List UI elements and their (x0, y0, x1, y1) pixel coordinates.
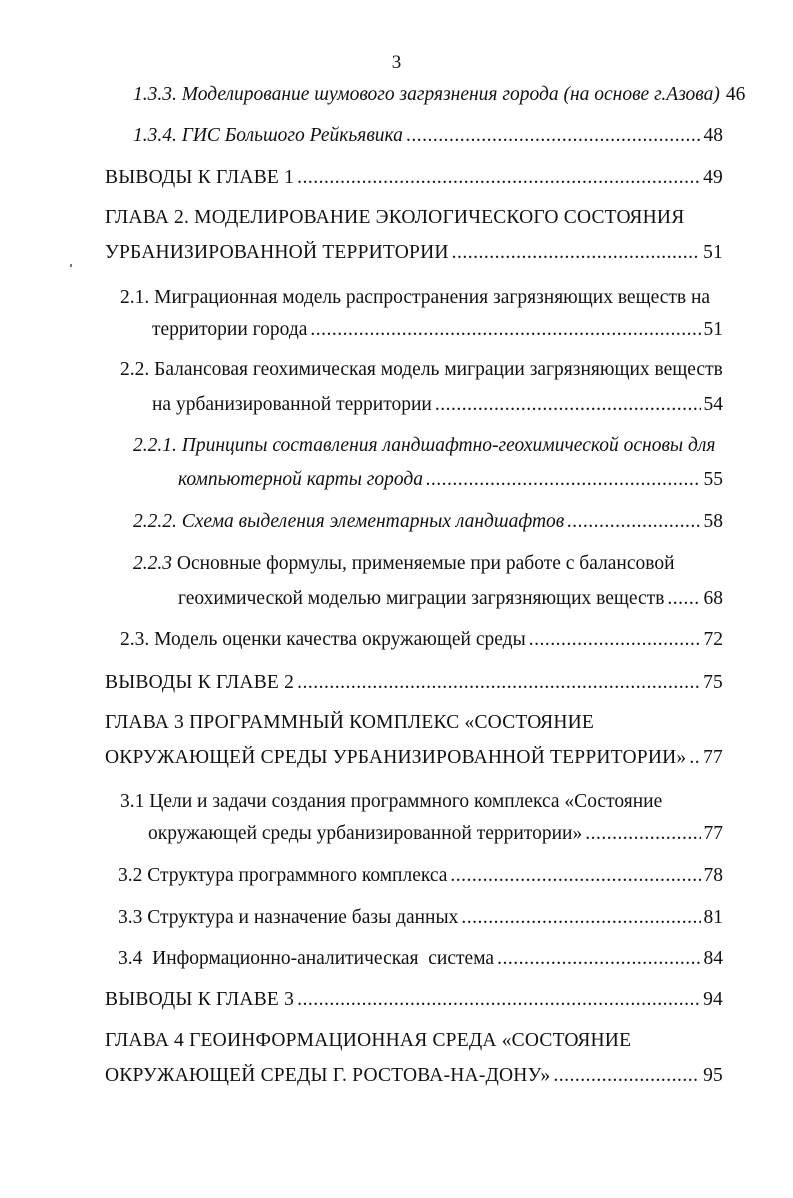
toc-chapter-3-line1: ГЛАВА 3 ПРОГРАММНЫЙ КОМПЛЕКС «СОСТОЯНИЕ (105, 712, 595, 733)
toc-entry-2-1 (152, 318, 723, 342)
toc-entry-title: 2.3. Модель оценки качества окружающей среды (120, 629, 526, 650)
toc-entry-page: 55 (703, 469, 723, 490)
toc-entry-title: Основные формулы, применяемые при работе с балансовой (176, 553, 675, 574)
toc-entry-page: 84 (703, 948, 723, 969)
toc-entry-3-1 (148, 822, 723, 846)
toc-entry-2-2-2 (133, 510, 723, 534)
toc-entry-title: 3.3 Структура и назначение базы данных (118, 907, 459, 928)
toc-entry-page: 78 (703, 865, 723, 886)
toc-entry-3-4 (118, 947, 723, 971)
toc-entry-title: 3.2 Структура программного комплекса (118, 865, 448, 886)
toc-entry-page: 68 (703, 588, 723, 609)
toc-entry-title: 3.4 Информационно-аналитическая система (118, 948, 495, 969)
toc-entry-2-2 (152, 393, 723, 417)
toc-entry-2-2-1 (178, 468, 723, 492)
toc-entry-2-1-line1: 2.1. Миграционная модель распространения загрязняющих веществ на (120, 287, 711, 308)
toc-entry-title: компьютерной карты города (178, 469, 423, 490)
toc-entry-3-2 (118, 864, 723, 888)
toc-leader-dots (497, 947, 700, 971)
toc-leader-dots (461, 906, 700, 930)
toc-leader-dots (297, 166, 700, 190)
toc-entry-number: 2.2.3 (133, 553, 172, 574)
toc-leader-dots (426, 468, 701, 492)
toc-entry-page: 72 (703, 629, 723, 650)
toc-entry-number: 1.3.3. (133, 84, 177, 105)
toc-entry-2-3 (120, 628, 723, 652)
toc-entry-number: 1.3.4. (133, 125, 177, 146)
toc-leader-dots (553, 1064, 700, 1088)
toc-entry-3-3 (118, 906, 723, 930)
page-number: 3 (391, 52, 402, 73)
toc-entry-2-2-3 (178, 587, 723, 611)
toc-entry-1-3-4 (133, 124, 723, 148)
toc-entry-title: ОКРУЖАЮЩЕЙ СРЕДЫ УРБАНИЗИРОВАННОЙ ТЕРРИТОРИИ» (105, 747, 687, 768)
toc-entry-title: ВЫВОДЫ К ГЛАВЕ 1 (105, 167, 295, 188)
toc-leader-dots (667, 587, 700, 611)
toc-entry-page: 48 (703, 125, 723, 146)
toc-entry-page: 54 (703, 394, 723, 415)
toc-entry-title: ВЫВОДЫ К ГЛАВЕ 2 (105, 672, 295, 693)
toc-entry-page: 51 (703, 242, 723, 263)
toc-chapter-3 (105, 746, 723, 770)
toc-entry-title: ВЫВОДЫ К ГЛАВЕ 3 (105, 989, 295, 1010)
toc-leader-dots (529, 628, 701, 652)
toc-entry-title: окружающей среды урбанизированной территории» (148, 823, 583, 844)
toc-entry-page: 77 (703, 747, 723, 768)
scan-speck (70, 264, 72, 267)
toc-entry-title: УРБАНИЗИРОВАННОЙ ТЕРРИТОРИИ (105, 242, 449, 263)
toc-leader-dots (310, 318, 700, 342)
toc-entry-page: 81 (703, 907, 723, 928)
toc-entry-conclusions-2 (105, 671, 723, 695)
toc-leader-dots (406, 124, 701, 148)
toc-leader-dots (297, 671, 700, 695)
toc-entry-page: 95 (703, 1065, 723, 1086)
toc-entry-page: 75 (703, 672, 723, 693)
toc-entry-title: Моделирование шумового загрязнения города (на основе г.Азова) (181, 84, 720, 105)
toc-leader-dots (567, 510, 700, 534)
toc-entry-conclusions-1 (105, 166, 723, 190)
toc-entry-page: 46 (725, 84, 746, 105)
toc-chapter-2-line1: ГЛАВА 2. МОДЕЛИРОВАНИЕ ЭКОЛОГИЧЕСКОГО СОСТОЯНИЯ (105, 207, 685, 228)
toc-chapter-2 (105, 241, 723, 265)
toc-entry-page: 49 (703, 167, 723, 188)
toc-entry-conclusions-3 (105, 988, 723, 1012)
toc-chapter-4 (105, 1064, 723, 1088)
toc-leader-dots (585, 822, 700, 846)
toc-entry-3-1-line1: 3.1 Цели и задачи создания программного комплекса «Состояние (120, 791, 663, 812)
toc-entry-title: ГИС Большого Рейкьявика (181, 125, 403, 146)
toc-leader-dots (435, 393, 701, 417)
toc-entry-title: 2.2.2. Схема выделения элементарных ландшафтов (133, 511, 565, 532)
toc-entry-2-2-3-line1 (133, 552, 675, 576)
toc-leader-dots (689, 746, 700, 770)
toc-entry-page: 77 (703, 823, 723, 844)
toc-leader-dots (450, 864, 700, 888)
toc-entry-page: 94 (703, 989, 723, 1010)
toc-entry-2-2-line1: 2.2. Балансовая геохимическая модель миграции загрязняющих веществ (120, 359, 723, 380)
toc-entry-page: 58 (703, 511, 723, 532)
toc-entry-title: ОКРУЖАЮЩЕЙ СРЕДЫ Г. РОСТОВА-НА-ДОНУ» (105, 1065, 551, 1086)
toc-entry-title: на урбанизированной территории (152, 394, 432, 415)
toc-leader-dots (297, 988, 700, 1012)
toc-entry-page: 51 (703, 319, 723, 340)
toc-entry-2-2-1-line1: 2.2.1. Принципы составления ландшафтно-геохимической основы для (133, 435, 716, 456)
toc-chapter-4-line1: ГЛАВА 4 ГЕОИНФОРМАЦИОННАЯ СРЕДА «СОСТОЯНИЕ (105, 1030, 632, 1051)
toc-leader-dots (452, 241, 700, 265)
toc-entry-title: территории города (152, 319, 308, 340)
toc-entry-title: геохимической моделью миграции загрязняющих веществ (178, 588, 665, 609)
toc-entry-1-3-3 (133, 83, 746, 107)
